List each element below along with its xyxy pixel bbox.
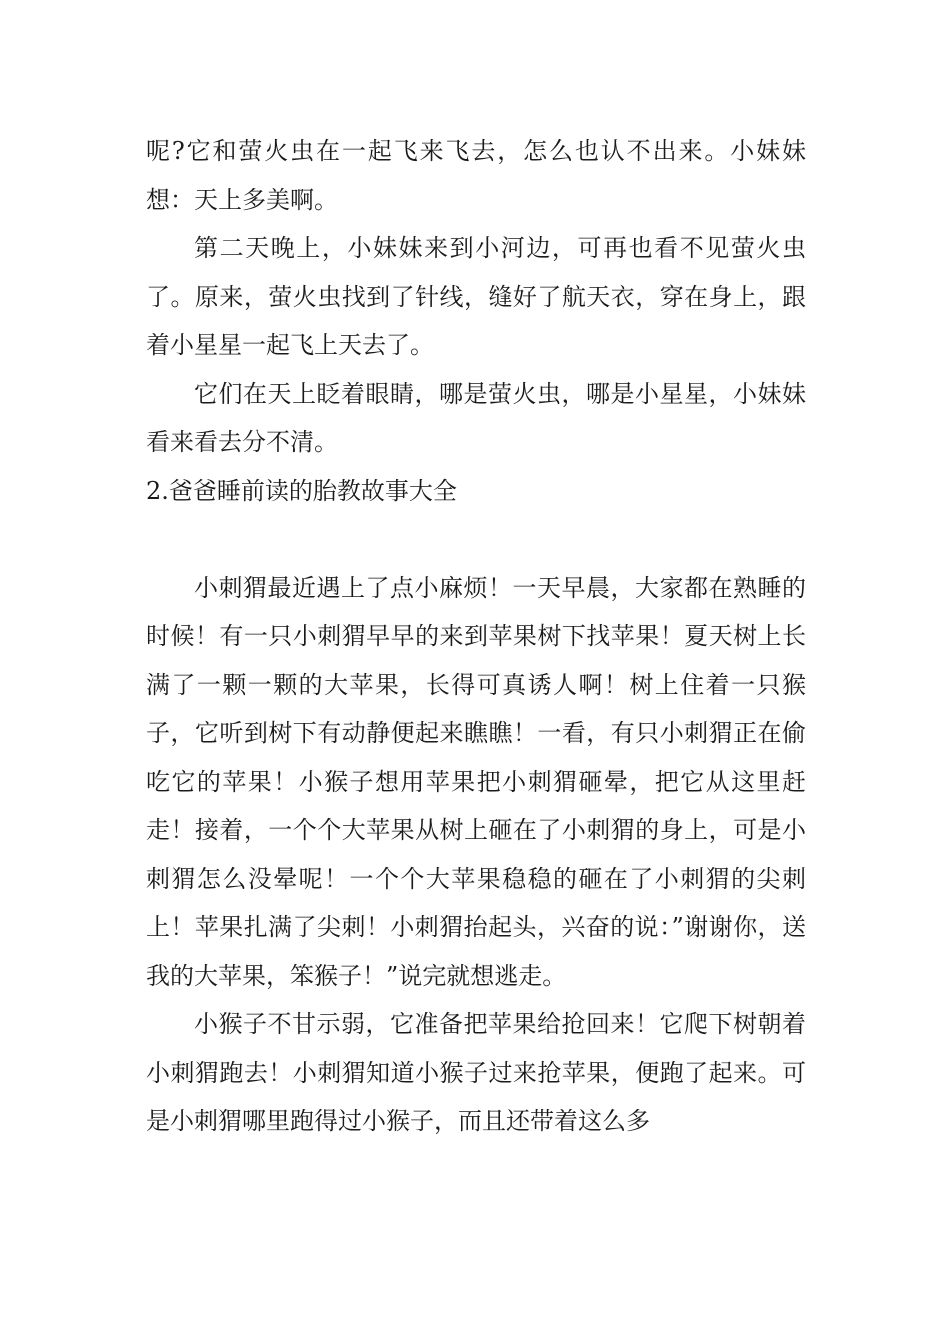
- blank-line: [146, 515, 806, 564]
- story-paragraph-1: 小刺猬最近遇上了点小麻烦！一天早晨，大家都在熟睡的时候！有一只小刺猬早早的来到苹果树下找苹果！夏天树上长满了一颗一颗的大苹果，长得可真诱人啊！树上住着一只猴子，它听到树下有动静便起来瞧瞧！一看，有只小刺猬正在偷吃它的苹果！小猴子想用苹果把小刺猬砸晕，把它从这里赶走！接着，一个个大苹果从树上砸在了小刺猬的身上，可是小刺猬怎么没晕呢！一个个大苹果稳稳的砸在了小刺猬的尖刺上！苹果扎满了尖刺！小刺猬抬起头，兴奋的说：”谢谢你，送我的大苹果，笨猴子！”说完就想逃走。: [146, 573, 806, 990]
- paragraph-1: 呢?它和萤火虫在一起飞来飞去，怎么也认不出来。小妹妹想：天上多美啊。: [146, 137, 806, 214]
- paragraph-2: 第二天晚上，小妹妹来到小河边，可再也看不见萤火虫了。原来，萤火虫找到了针线，缝好了航天衣，穿在身上，跟着小星星一起飞上天去了。: [146, 234, 806, 359]
- section-heading: 2.爸爸睡前读的胎教故事大全: [146, 476, 457, 505]
- story-paragraph-2: 小猴子不甘示弱，它准备把苹果给抢回来！它爬下树朝着小刺猬跑去！小刺猬知道小猴子过来抢苹果，便跑了起来。可是小刺猬哪里跑得过小猴子，而且还带着这么多: [146, 1010, 806, 1135]
- paragraph-3: 它们在天上眨着眼睛，哪是萤火虫，哪是小星星，小妹妹看来看去分不清。: [146, 379, 806, 456]
- document-page: [146, 127, 806, 1146]
